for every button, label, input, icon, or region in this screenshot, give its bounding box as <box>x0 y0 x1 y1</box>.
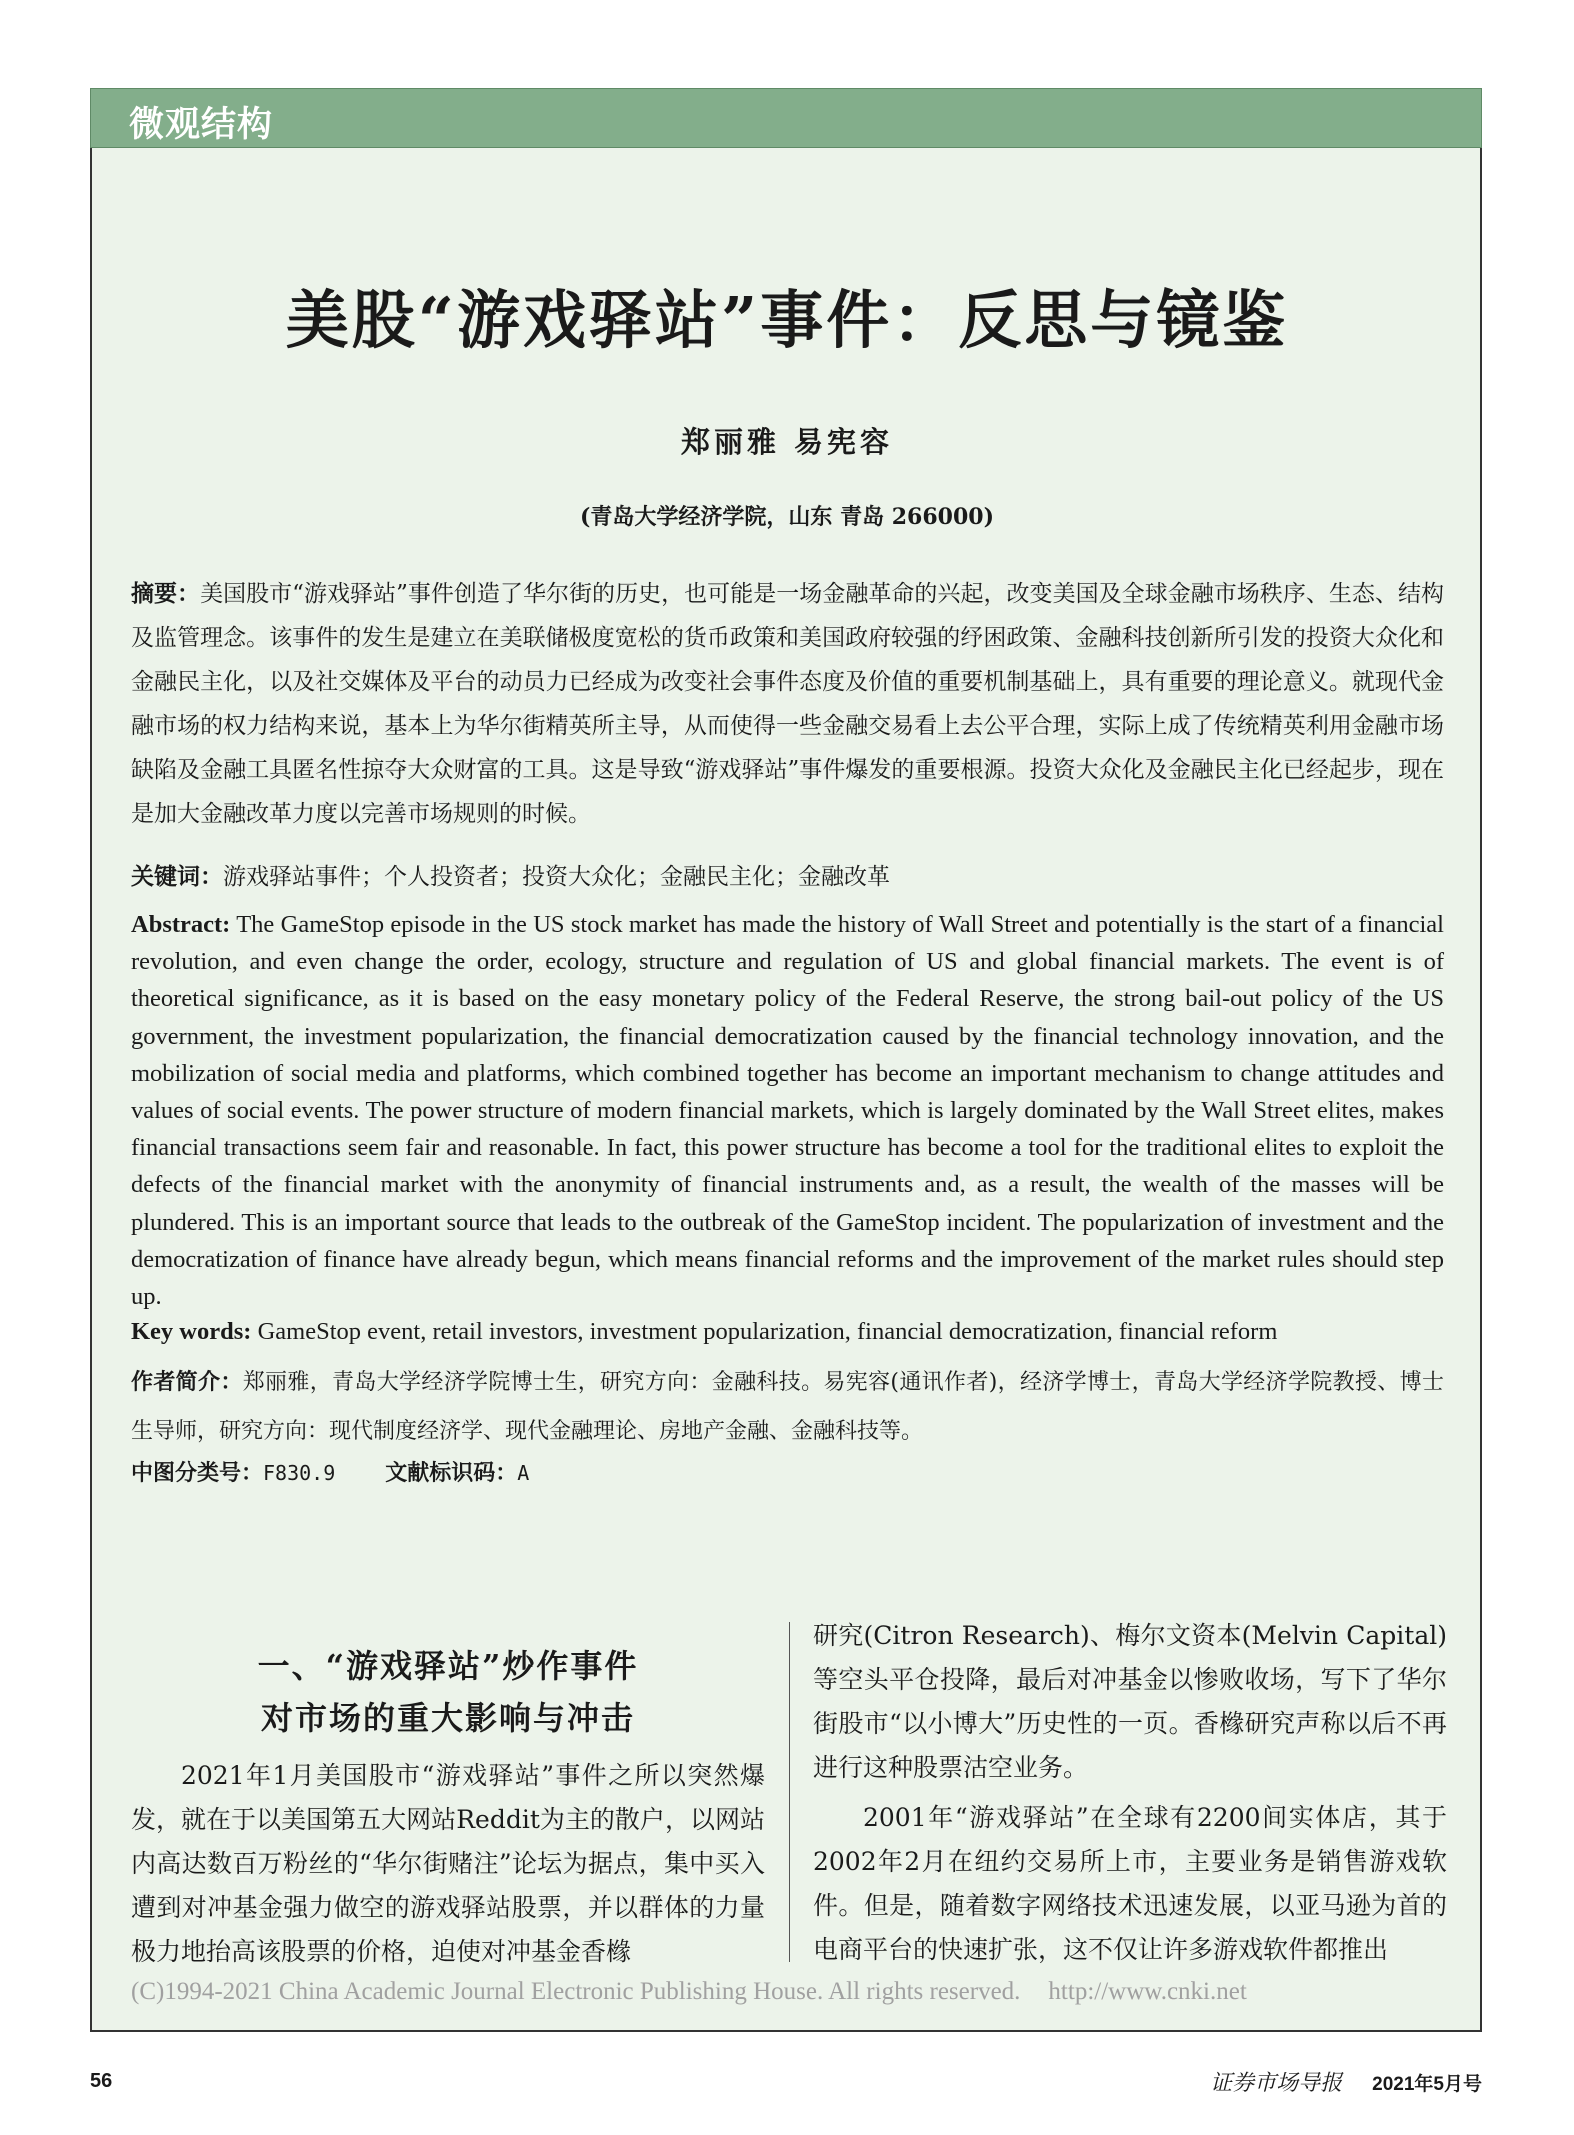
doc-code-value: A <box>517 1461 530 1485</box>
page-number: 56 <box>90 2070 113 2092</box>
author-intro-label: 作者简介： <box>131 1369 243 1395</box>
abstract-en-label: Abstract: <box>131 911 231 938</box>
section-label: 微观结构 <box>129 104 274 145</box>
section-heading-line2: 对市场的重大影响与冲击 <box>260 1699 635 1737</box>
column-divider <box>789 1622 790 1962</box>
section-heading-line1: 一、“游戏驿站”炒作事件 <box>257 1647 639 1685</box>
copyright-url: http://www.cnki.net <box>1048 1978 1247 2005</box>
keywords-en-label: Key words: <box>131 1318 252 1345</box>
copyright-text: (C)1994-2021 China Academic Journal Electronic Publishing House. All rights reserved. <box>131 1978 1021 2005</box>
keywords-en-text: GameStop event, retail investors, investment popularization, financial democratization, financial reform <box>257 1318 1278 1345</box>
article-title: 美股“游戏驿站”事件：反思与镜鉴 <box>285 283 1289 357</box>
clc-label: 中图分类号： <box>131 1460 264 1486</box>
body-paragraph-continued: 研究(Citron Research)、梅尔文资本(Melvin Capital)等空头平仓投降，最后对冲基金以惨败收场，写下了华尔街股市“以小博大”历史性的一页。香橼研究声称以后不再进行这种股票沽空业务。 <box>813 1621 1447 1782</box>
body-paragraph: 2021年1月美国股市“游戏驿站”事件之所以突然爆发，就在于以美国第五大网站Reddit为主的散户，以网站内高达数百万粉丝的“华尔街赌注”论坛为据点，集中买入遭到对冲基金强力做空的游戏驿站股票，并以群体的力量极力地抬高该股票的价格，迫使对冲基金香橼 <box>131 1761 765 1966</box>
author-intro <box>131 1358 1444 1456</box>
doc-code-label: 文献标识码： <box>385 1460 518 1486</box>
section-heading <box>131 1640 765 1744</box>
abstract-cn-label: 摘要： <box>131 580 201 607</box>
body-paragraph: 2001年“游戏驿站”在全球有2200间实体店，其于2002年2月在纽约交易所上市，主要业务是销售游戏软件。但是，随着数字网络技术迅速发展，以亚马逊为首的电商平台的快速扩张，这不仅让许多游戏软件都推出 <box>813 1803 1447 1964</box>
journal-name: 证券市场导报 <box>1210 2071 1343 2096</box>
abstract-en <box>131 906 1444 1315</box>
running-footer <box>1210 2066 1482 2097</box>
article-authors: 郑丽雅 易宪容 <box>680 425 894 459</box>
keywords-cn-label: 关键词： <box>131 863 223 890</box>
body-column-left <box>131 1640 765 1974</box>
clc-value: F830.9 <box>263 1461 336 1485</box>
keywords-cn <box>131 857 1444 897</box>
body-column-right <box>813 1614 1447 1972</box>
journal-issue: 2021年5月号 <box>1372 2074 1482 2095</box>
classification-line <box>131 1455 1444 1492</box>
abstract-cn-text: 美国股市“游戏驿站”事件创造了华尔街的历史，也可能是一场金融革命的兴起，改变美国及全球金融市场秩序、生态、结构及监管理念。该事件的发生是建立在美联储极度宽松的货币政策和美国政府较强的纾困政策、金融科技创新所引发的投资大众化和金融民主化，以及社交媒体及平台的动员力已经成为改变社会事件态度及价值的重要机制基础上，具有重要的理论意义。就现代金融市场的权力结构来说，基本上为华尔街精英所主导，从而使得一些金融交易看上去公平合理，实际上成了传统精英利用金融市场缺陷及金融工具匿名性掠夺大众财富的工具。这是导致“游戏驿站”事件爆发的重要根源。投资大众化及金融民主化已经起步，现在是加大金融改革力度以完善市场规则的时候。 <box>131 581 1444 827</box>
abstract-en-text: The GameStop episode in the US stock market has made the history of Wall Street and potentially is the start of a financial revolution, and even change the order, ecology, structure and regulation of US and global financial markets. The event is of theoretical significance, as it is based on the easy monetary policy of the Federal Reserve, the strong bail-out policy of the US government, the investment popularization, the financial democratization caused by the financial technology innovation, and the mobilization of social media and platforms, which combined together has become an important mechanism to change attitudes and values of social events. The power structure of modern financial markets, which is largely dominated by the Wall Street elites, makes financial transactions seem fair and reasonable. In fact, this power structure has become a tool for the traditional elites to exploit the defects of the financial market with the anonymity of financial instruments and, as a result, the wealth of the masses will be plundered. This is an important source that leads to the outbreak of the GameStop incident. The popularization of investment and the democratization of finance have already begun, which means financial reforms and the improvement of the market rules should step up. <box>131 911 1444 1311</box>
article-affiliation: (青岛大学经济学院，山东 青岛 266000) <box>580 504 994 530</box>
author-intro-text: 郑丽雅，青岛大学经济学院博士生，研究方向：金融科技。易宪容(通讯作者)，经济学博士，青岛大学经济学院教授、博士生导师，研究方向：现代制度经济学、现代金融理论、房地产金融、金融科技等。 <box>131 1370 1444 1444</box>
section-header-bar <box>90 88 1482 148</box>
keywords-en <box>131 1314 1444 1350</box>
copyright-watermark <box>131 1978 1451 2006</box>
keywords-cn-text: 游戏驿站事件；个人投资者；投资大众化；金融民主化；金融改革 <box>223 864 890 890</box>
abstract-cn <box>131 572 1444 836</box>
